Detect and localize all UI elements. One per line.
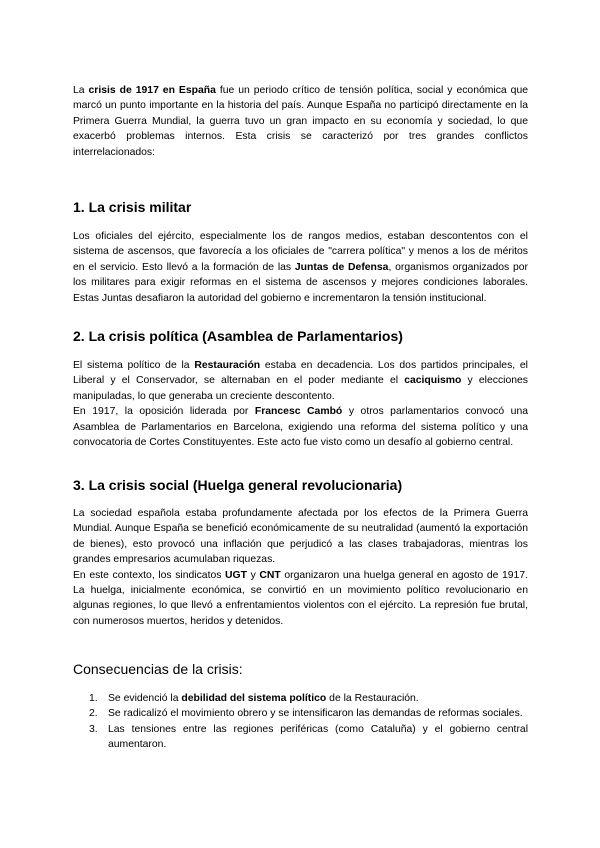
section-3-bold-term-1: UGT <box>225 569 247 581</box>
section-3-paragraph-1: La sociedad española estaba profundamente afectada por los efectos de la Primera Guerra Mundial. Aunque España se benefició económicamente de su neutralidad (aumentó la exportación de bienes), esto provocó una inflación que perjudicó a las clases trabajadoras, mientras los grandes empresarios acumulaban riquezas. <box>73 508 528 566</box>
list-item-number: 2. <box>89 708 98 720</box>
section-2-bold-term-1: Restauración <box>194 360 261 371</box>
list-item-number: 3. <box>89 723 98 735</box>
list-item: 2. Se radicalizó el movimiento obrero y se intensificaron las demandas de reformas sociales. <box>73 706 528 721</box>
section-3-paragraph-2: En este contexto, los sindicatos UGT y CNT organizaron una huelga general en agosto de 1917. La huelga, inicialmente económica, se convirtió en un movimiento político revolucionario en algunas regiones, lo que llevó a enfrentamientos violentos con el ejército. La represión fue brutal, con numerosos muertos, heridos y detenidos. <box>73 569 528 627</box>
list-item-number: 1. <box>89 693 98 704</box>
list-item: 3. Las tensiones entre las regiones periféricas (como Cataluña) y el gobierno central aumentaron. <box>89 723 528 751</box>
intro-bold-term: crisis de 1917 en España <box>88 85 216 96</box>
section-3-body <box>73 506 528 629</box>
section-2-paragraph-1: El sistema político de la Restauración estaba en decadencia. Los dos partidos principales, el Liberal y el Conservador, se alternaban en el poder mediante el caciquismo y elecciones manipuladas, lo que generaba un creciente descontento. <box>73 360 528 402</box>
section-2-heading: 2. La crisis política (Asamblea de Parlamentarios) <box>73 328 403 344</box>
section-2-bold-term-3: Francesc Cambó <box>254 406 343 418</box>
section-2-body <box>73 358 528 450</box>
consequences-heading: Consecuencias de la crisis: <box>73 661 243 677</box>
consequences-list <box>73 691 528 753</box>
section-3-bold-term-2: CNT <box>259 569 281 581</box>
consequences-bold-term: debilidad del sistema político <box>181 693 327 704</box>
section-1-bold-term: Juntas de Defensa <box>294 261 389 273</box>
intro-paragraph: La crisis de 1917 en España fue un periodo crítico de tensión política, social y económica que marcó un punto importante en la historia del país. Aunque España no participó directamente en la Primera Guerra Mundial, la guerra tuvo un gran impacto en su economía y sociedad, lo que exacerbó problemas internos. Esta crisis se caracterizó por tres grandes conflictos interrelacionados: <box>73 85 529 158</box>
section-3-heading: 3. La crisis social (Huelga general revolucionaria) <box>73 477 403 493</box>
section-2-paragraph-2: En 1917, la oposición liderada por Francesc Cambó y otros parlamentarios convocó una Asamblea de Parlamentarios en Barcelona, exigiendo una reforma del sistema político y una convocatoria de Cortes Constituyentes. Este acto fue visto como un desafío al gobierno central. <box>73 406 529 449</box>
section-1-paragraph: Los oficiales del ejército, especialmente los de rangos medios, estaban descontentos con el sistema de ascensos, que favorecía a los oficiales de "carrera política" y menos a los de méritos en el servicio. Esto llevó a la formación de las Juntas de Defensa, organismos organizados por los militares para exigir reformas en el sistema de ascensos y mejores condiciones laborales. Estas Juntas desafiaron la autoridad del gobierno e incrementaron la tensión institucional. <box>73 231 528 304</box>
section-2-bold-term-2: caciquismo <box>404 375 462 387</box>
section-1-heading: 1. La crisis militar <box>73 199 192 215</box>
list-item: 1. Se evidenció la debilidad del sistema político de la Restauración. <box>73 691 528 706</box>
